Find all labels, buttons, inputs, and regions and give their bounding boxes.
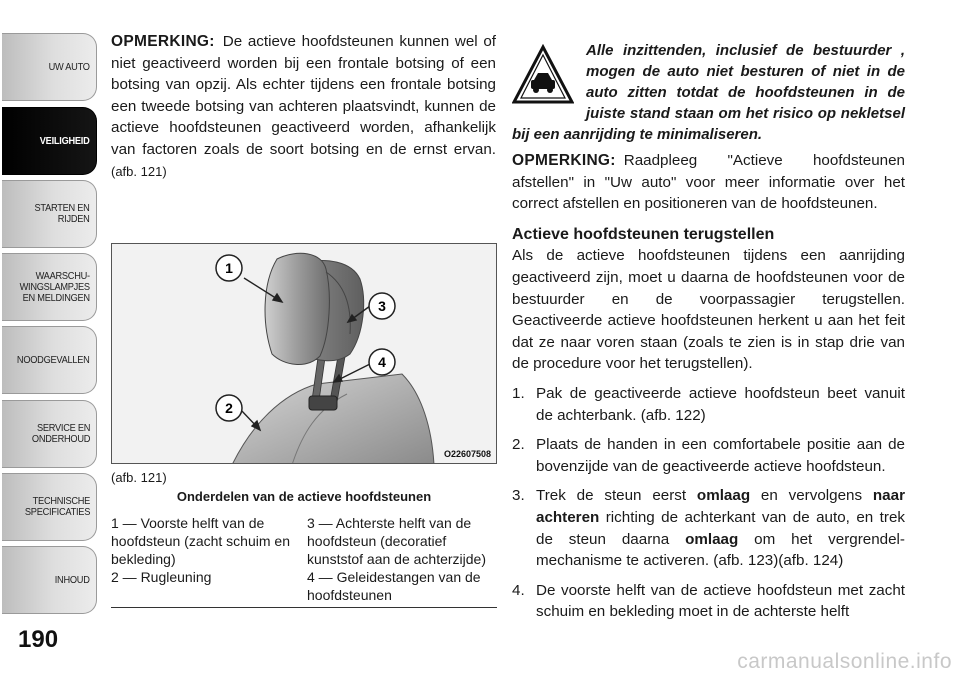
warning-text: Alle inzittenden, inclusief de bestuurder , mogen de auto niet besturen of niet in de auto zitten totdat de hoofdsteunen in de juiste stand staan om het risico op nekletsel bij een aanrijding te minimaliseren. bbox=[512, 42, 905, 143]
note-keyword: OPMERKING: bbox=[111, 33, 215, 50]
callout-4-label: 4 bbox=[378, 354, 386, 370]
step-4 bbox=[512, 580, 905, 623]
right-column bbox=[512, 150, 905, 623]
tab-technische-specificaties[interactable] bbox=[2, 473, 97, 541]
step-text: Trek de steun eerst omlaag en vervolgens naar achteren richting de achterkant van de auto, en trek de steun daarna omlaag om het vergrendel-mechanisme te activeren. (afb. 123)(afb. 124) bbox=[536, 487, 905, 570]
watermark: carmanualsonline.info bbox=[737, 650, 952, 673]
figure-number: (afb. 121) bbox=[111, 470, 167, 485]
tab-label: SERVICE EN ONDERHOUD bbox=[31, 422, 90, 445]
step-number: 4. bbox=[512, 581, 525, 599]
note-keyword: OPMERKING: bbox=[512, 152, 616, 169]
tab-label: TECHNISCHE SPECIFICATIES bbox=[24, 495, 90, 518]
tab-label: STARTEN EN RIJDEN bbox=[34, 202, 90, 225]
page-number: 190 bbox=[18, 626, 59, 653]
figure-legend bbox=[111, 514, 497, 604]
step-3 bbox=[512, 485, 905, 571]
tab-uw-auto[interactable] bbox=[2, 33, 97, 101]
callout-2 bbox=[216, 395, 242, 421]
note-text: De actieve hoofdsteunen kunnen wel of niet geactiveerd worden bij een frontale botsing of een botsing van opzij. Als echter tijdens een frontale botsing een tweede botsing van achteren plaatsvindt, kunnen de actieve hoofdsteunen geactiveerd worden, afhankelijk van factoren zoals de soort botsing en de ernst ervan. bbox=[111, 33, 496, 158]
legend-item-2: 2 — Rugleuning bbox=[111, 569, 212, 585]
callout-1-label: 1 bbox=[225, 260, 233, 276]
step-text: Plaats de handen in een comfortabele positie aan de bovenzijde van de geactiveerde actieve hoofdsteun. bbox=[536, 436, 905, 475]
legend-item-4: 4 — Geleidestangen van de hoofdsteunen bbox=[307, 569, 481, 603]
figure-code: O22607508 bbox=[443, 449, 491, 459]
tab-inhoud[interactable] bbox=[2, 546, 97, 614]
step-2 bbox=[512, 434, 905, 477]
tab-veiligheid[interactable] bbox=[2, 107, 97, 175]
chapter-tabs bbox=[0, 0, 100, 678]
tab-noodgevallen[interactable] bbox=[2, 326, 97, 394]
intro-paragraph: Als de actieve hoofdsteunen tijdens een aanrijding geactiveerd zijn, moet u daarna de hoofdsteunen voor de bestuurder en de voorpassagier terugstellen. Geactiveerde actieve hoofdsteunen herkent u aan het feit dat ze naar voren staan (zoals te zien is in stap drie van de procedure voor het terugstellen). bbox=[512, 247, 905, 373]
tab-label: INHOUD bbox=[55, 573, 90, 586]
tab-label: NOODGEVALLEN bbox=[17, 353, 90, 366]
legend-row bbox=[111, 514, 497, 568]
tab-starten-en-rijden[interactable] bbox=[2, 180, 97, 248]
tab-label: VEILIGHEID bbox=[40, 134, 90, 147]
step-number: 3. bbox=[512, 487, 525, 505]
step-text: Pak de geactiveerde actieve hoofdsteun beet vanuit de achterbank. (afb. 122) bbox=[536, 384, 905, 424]
note-paragraph-left bbox=[111, 31, 496, 182]
step-1 bbox=[512, 383, 905, 426]
procedure-steps bbox=[512, 383, 905, 623]
tab-service-en-onderhoud[interactable] bbox=[2, 400, 97, 468]
step-text: De voorste helft van de actieve hoofdsteun met zacht schuim en bekleding moet in de achterste helft bbox=[536, 581, 905, 621]
legend-item-1: 1 — Voorste helft van de hoofdsteun (zacht schuim en bekleding) bbox=[111, 515, 290, 567]
release-button bbox=[309, 396, 337, 410]
legend-item-3: 3 — Achterste helft van de hoofdsteun (decoratief kunststof aan de achterzijde) bbox=[307, 515, 486, 567]
tab-label: WAARSCHU- WINGSLAMPJES EN MELDINGEN bbox=[19, 269, 90, 304]
tab-waarschuwingslampjes[interactable] bbox=[2, 253, 97, 321]
figure-reference-link[interactable]: (afb. 121) bbox=[111, 163, 167, 179]
figure-caption: Onderdelen van de actieve hoofdsteunen bbox=[176, 489, 432, 504]
tab-label: UW AUTO bbox=[48, 60, 90, 73]
warning-triangle-icon bbox=[512, 44, 574, 106]
legend-divider bbox=[111, 607, 497, 608]
legend-row bbox=[111, 568, 497, 604]
warning-box bbox=[512, 40, 905, 145]
callout-3-label: 3 bbox=[378, 298, 386, 314]
callout-4 bbox=[369, 349, 395, 375]
headrest-illustration bbox=[112, 244, 497, 464]
step-number: 2. bbox=[512, 436, 525, 454]
note-text: Raadpleeg "Actieve hoofdsteunen afstellen" in "Uw auto" voor meer informatie over het correct afstellen en positioneren van de hoofdsteunen. bbox=[512, 152, 905, 213]
headrest-figure bbox=[111, 243, 497, 464]
headrest-front-foam bbox=[265, 253, 329, 364]
callout-1 bbox=[216, 255, 242, 281]
callout-2-label: 2 bbox=[225, 400, 233, 416]
note-paragraph-right bbox=[512, 150, 905, 215]
callout-3 bbox=[369, 293, 395, 319]
step-number: 1. bbox=[512, 384, 525, 402]
section-heading: Actieve hoofdsteunen terugstellen bbox=[512, 225, 775, 243]
